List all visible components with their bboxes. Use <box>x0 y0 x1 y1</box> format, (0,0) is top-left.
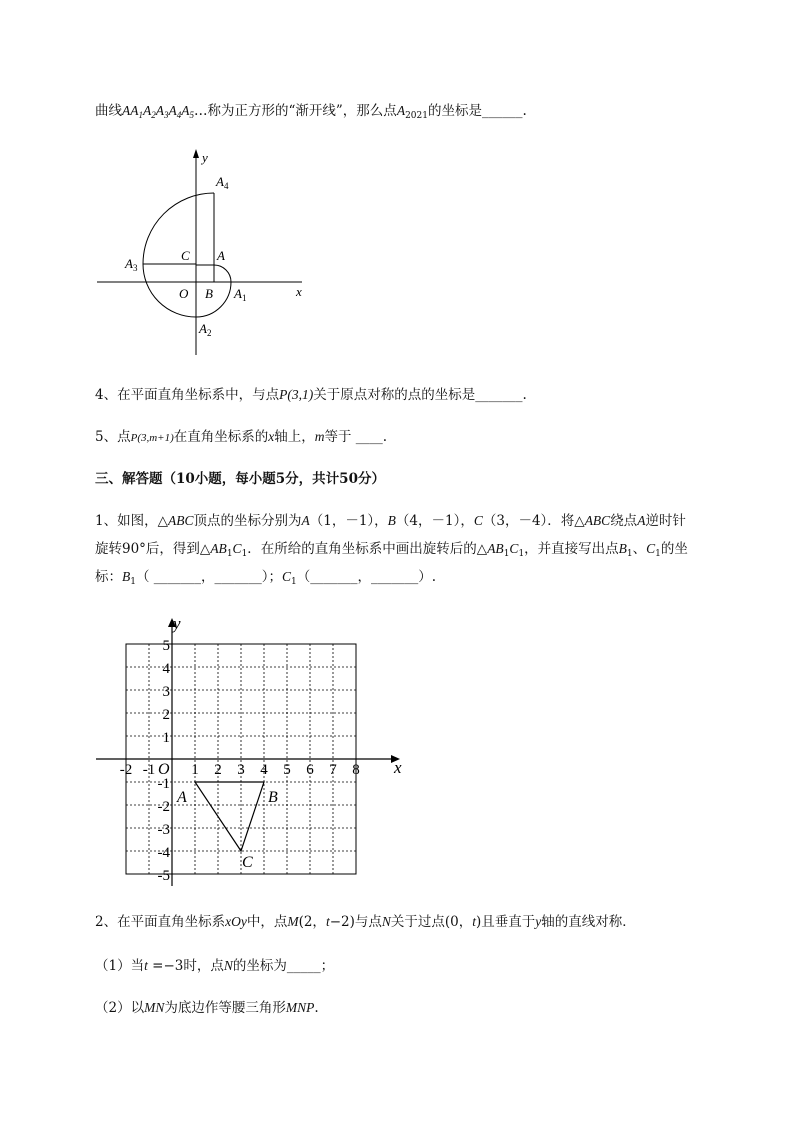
problem-2-part-2: （2）以MN为底边作等腰三角形MNP. <box>95 1000 319 1016</box>
section-3-title: 三、解答题（10小题，每小题5分，共计50分） <box>95 471 385 487</box>
curve-name: $AA_1A_2A_3A_4A_5$ <box>122 103 194 120</box>
x-tick-label: 3 <box>237 762 245 778</box>
point-a-label: A <box>177 789 187 806</box>
problem-2-part-1: （1）当t =−3时，点N的坐标为_____； <box>95 958 335 974</box>
q5-x: x <box>268 429 275 444</box>
x-tick-label: 1 <box>191 762 199 778</box>
fig1-origin: O <box>179 286 189 301</box>
fig1-point-a: A <box>217 248 225 263</box>
y-tick-label: -4 <box>157 845 170 861</box>
grid-origin: O <box>158 761 170 778</box>
x-tick-label: -2 <box>119 762 133 778</box>
fig1-point-a3: $A_3$ <box>125 256 138 273</box>
q5-text1: 点 <box>117 429 131 445</box>
x-tick-label: 4 <box>260 762 268 778</box>
q5-m: m <box>314 429 325 444</box>
problem-1-line-3: 标：$B_1$（ _______，_______）；$C_1(\_\_\_\_\_\_\_$，_______）. <box>95 569 437 587</box>
x-tick-label: -1 <box>142 762 156 778</box>
q4-text2: 关于原点对称的点的坐标是_______. <box>313 387 527 403</box>
q5-point: P(3,m+1) <box>130 432 174 444</box>
x-tick-label: 6 <box>306 762 314 778</box>
q4-point: P(3,1) <box>279 387 314 402</box>
q5-num: 5、 <box>95 429 118 445</box>
y-tick-label: -1 <box>157 776 170 792</box>
q4-num: 4、 <box>95 387 118 403</box>
problem-1-line-1: 1、如图，△ABC顶点的坐标分别为A（1，－1），B（4，－1），C（3，－4）．将△ABC绕点A逆时针 <box>95 513 686 529</box>
x-tick-label: 7 <box>329 762 337 778</box>
q5-text2: 在直角坐标系的 <box>173 429 269 445</box>
q4-text1: 在平面直角坐标系中，与点 <box>117 387 280 403</box>
arc-a1-a2 <box>196 282 231 317</box>
q3-prefix: 曲线 <box>95 103 122 119</box>
x-tick-label: 8 <box>352 762 360 778</box>
y-tick-label: -3 <box>157 822 170 838</box>
grid-x-label: x <box>394 758 402 777</box>
x-tick-label: 5 <box>283 762 291 778</box>
fig1-point-a1: $A_1$ <box>234 286 247 303</box>
grid-y-label: y <box>173 614 181 633</box>
y-tick-label: 3 <box>162 684 170 700</box>
q5-text3: 轴上， <box>274 429 315 445</box>
unit-square <box>196 265 214 282</box>
arc-a3-a4 <box>143 193 214 264</box>
y-tick-label: 5 <box>162 638 170 654</box>
fig1-x-label: x <box>296 284 302 299</box>
q3-suffix: 的坐标是______. <box>427 103 527 119</box>
triangle-abc <box>195 782 264 851</box>
problem-1-line-2: 旋转90°后，得到$\triangle AB_1C_1$．在所给的直角坐标系中画出旋转后的$\triangle AB_1C_1$，并直接写出点$B_1$、$C_1$的坐 <box>95 541 688 559</box>
fig1-point-b: B <box>205 286 213 301</box>
arc-a-a1 <box>214 265 231 282</box>
q3-point: A <box>396 103 406 118</box>
fig1-point-c: C <box>181 248 190 263</box>
y-tick-label: 2 <box>162 707 170 723</box>
y-tick-label: -2 <box>157 799 170 815</box>
fig1-y-label: y <box>202 150 208 165</box>
fig1-point-a4: $A_4$ <box>216 174 229 191</box>
q3-middle: …称为正方形的“渐开线”，那么点 <box>194 103 397 119</box>
question-4 <box>95 385 527 405</box>
fig1-y-arrow <box>193 149 199 158</box>
y-tick-label: -5 <box>157 868 170 884</box>
y-tick-label: 4 <box>162 661 170 677</box>
point-b-label: B <box>268 789 278 806</box>
point-c-label: C <box>242 854 253 871</box>
problem-2-line-1: 2、在平面直角坐标系xOy中，点M(2，t−2)与点N关于过点(0，t)且垂直于y轴的直线对称． <box>95 914 636 930</box>
x-tick-label: 2 <box>214 762 222 778</box>
fig1-point-a2: $A_2$ <box>199 321 212 338</box>
question-5 <box>95 427 387 448</box>
y-tick-label: 1 <box>162 730 170 746</box>
grid-figure <box>96 614 402 886</box>
q5-text4: 等于 ____. <box>324 429 388 445</box>
q3-point-sub: 2021 <box>405 111 428 121</box>
